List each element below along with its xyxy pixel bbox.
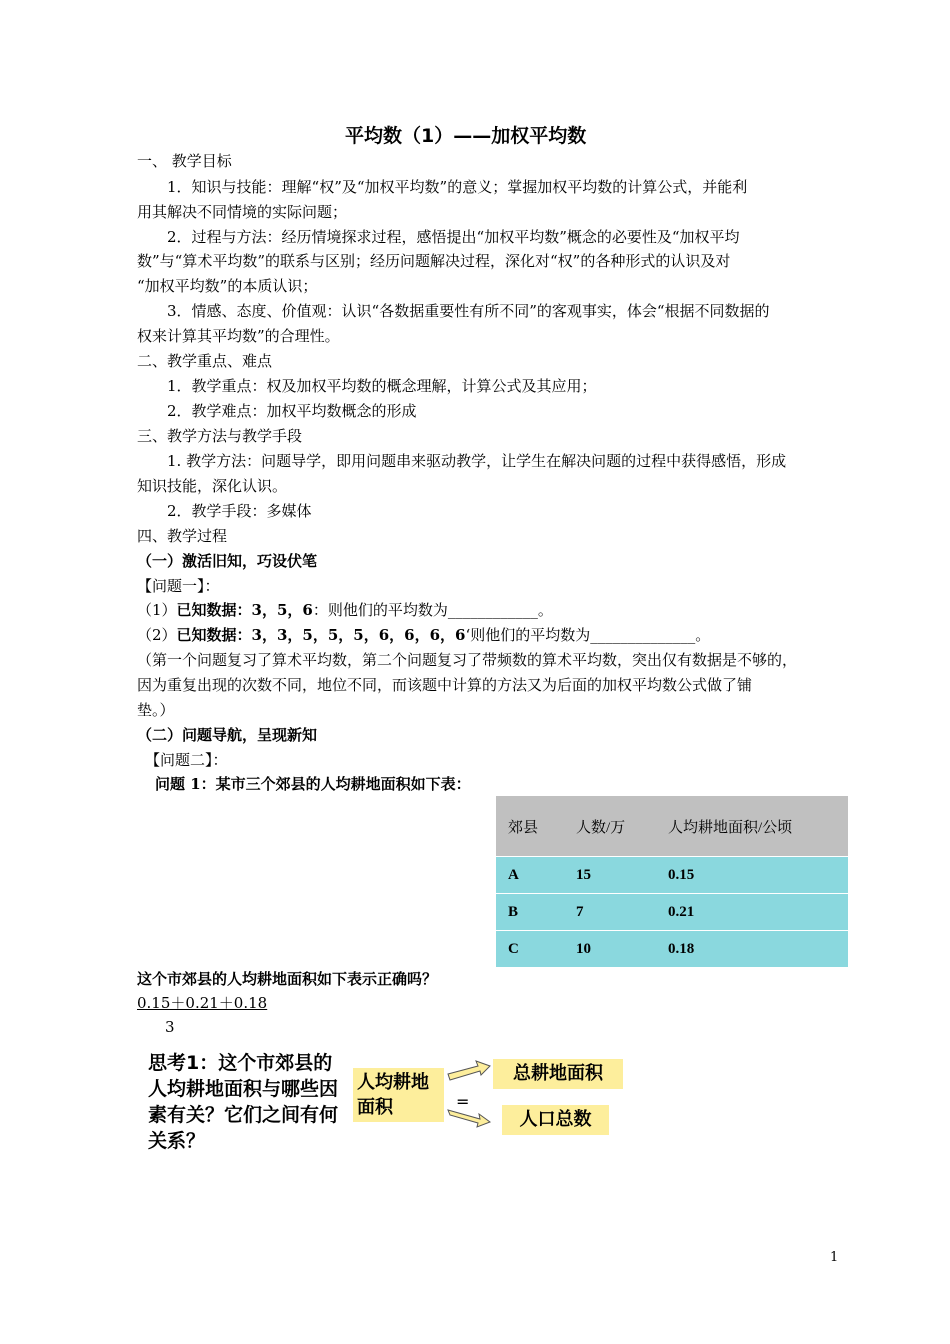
table-cell: C — [496, 931, 564, 968]
total-farmland-box: 总耕地面积 — [493, 1059, 623, 1089]
key-point-2: 2．教学难点：加权平均数概念的形成 — [167, 402, 417, 420]
objective-3-line-1: 3．情感、态度、价值观：认识“各数据重要性有所不同”的客观事实，体会“根据不同数据的 — [167, 302, 770, 320]
table-cell: 0.15 — [656, 857, 848, 894]
q1-1-text: ：则他们的平均数为 — [312, 601, 448, 619]
total-population-box: 人口总数 — [502, 1105, 609, 1135]
fraction-numerator: 0.15＋0.21＋0.18 — [137, 994, 268, 1012]
table-cell: 0.18 — [656, 931, 848, 968]
subsection-1-heading: （一）激活旧知，巧设伏笔 — [137, 552, 318, 570]
q1-1-prefix: （1） — [137, 601, 177, 619]
table-cell: B — [496, 894, 564, 931]
subsection-2-heading: （二）问题导航，呈现新知 — [137, 726, 318, 744]
objective-3-line-2: 权来计算其平均数”的合理性。 — [137, 327, 340, 345]
page-title: 平均数（1）——加权平均数 — [345, 125, 587, 147]
objective-1-line-1: 1．知识与技能：理解“权”及“加权平均数”的意义；掌握加权平均数的计算公式，并能利 — [167, 178, 748, 196]
page-number: 1 — [830, 1250, 839, 1265]
question-1-label: 【问题一】： — [137, 577, 220, 595]
table-header-cell: 人均耕地面积/公顷 — [656, 796, 848, 857]
correctness-question: 这个市郊县的人均耕地面积如下表示正确吗？ — [137, 970, 438, 988]
q1-1-blank: ____________ — [447, 601, 538, 619]
fraction-denominator: 3 — [165, 1018, 175, 1036]
table-cell: 7 — [564, 894, 656, 931]
question-2-label: 【问题二】： — [145, 751, 228, 769]
think-question: 思考1：这个市郊县的人均耕地面积与哪些因素有关？它们之间有何关系？ — [148, 1052, 339, 1152]
section-heading-methods: 三、教学方法与教学手段 — [137, 427, 303, 445]
objective-2-line-3: “加权平均数”的本质认识； — [137, 277, 318, 295]
table-cell: 10 — [564, 931, 656, 968]
table-header-cell: 郊县 — [496, 796, 564, 857]
q1-2-text: ‘则他们的平均数为 — [465, 626, 591, 644]
q1-2-blank: ______________ — [590, 626, 696, 644]
section-heading-process: 四、教学过程 — [137, 527, 228, 545]
q1-2-data: 已知数据：3，3，5，5，5，6，6，6，6 — [176, 626, 466, 644]
table-header-cell: 人数/万 — [564, 796, 656, 857]
q1-1-end: 。 — [537, 601, 553, 619]
q1-1-data: 已知数据：3，5，6 — [176, 601, 313, 619]
method-1-line-1: 1. 教学方法：问题导学，即用问题串来驱动教学，让学生在解决问题的过程中获得感悟，形成 — [167, 452, 787, 470]
method-2: 2．教学手段：多媒体 — [167, 502, 312, 520]
per-capita-farmland-box: 人均耕地面积 — [353, 1068, 444, 1122]
section-heading-key-points: 二、教学重点、难点 — [137, 352, 273, 370]
equals-sign: = — [456, 1092, 470, 1111]
table-cell: A — [496, 857, 564, 894]
objective-2-line-2: 数”与“算术平均数”的联系与区别；经历问题解决过程，深化对“权”的各种形式的认识及对 — [137, 252, 731, 270]
objective-1-line-2: 用其解决不同情境的实际问题； — [137, 203, 348, 221]
question-2-title: 问题 1：某市三个郊县的人均耕地面积如下表： — [155, 775, 471, 793]
q1-2-end: 。 — [695, 626, 711, 644]
note-line-1: （第一个问题复习了算术平均数，第二个问题复习了带频数的算术平均数，突出仅有数据是不够的， — [137, 651, 798, 669]
arrow-right-up-icon — [448, 1061, 490, 1080]
section-heading-objectives: 一、 教学目标 — [137, 152, 232, 170]
table-cell: 15 — [564, 857, 656, 894]
key-point-1: 1．教学重点：权及加权平均数的概念理解，计算公式及其应用； — [167, 377, 597, 395]
arrow-right-down-icon — [448, 1110, 490, 1127]
method-1-line-2: 知识技能，深化认识。 — [137, 477, 288, 495]
q1-2-prefix: （2） — [137, 626, 177, 644]
note-line-2: 因为重复出现的次数不同，地位不同，而该题中计算的方法又为后面的加权平均数公式做了铺 — [137, 676, 753, 694]
table-cell: 0.21 — [656, 894, 848, 931]
note-line-3: 垫。） — [137, 701, 175, 719]
objective-2-line-1: 2．过程与方法：经历情境探求过程，感悟提出“加权平均数”概念的必要性及“加权平均 — [167, 228, 740, 246]
